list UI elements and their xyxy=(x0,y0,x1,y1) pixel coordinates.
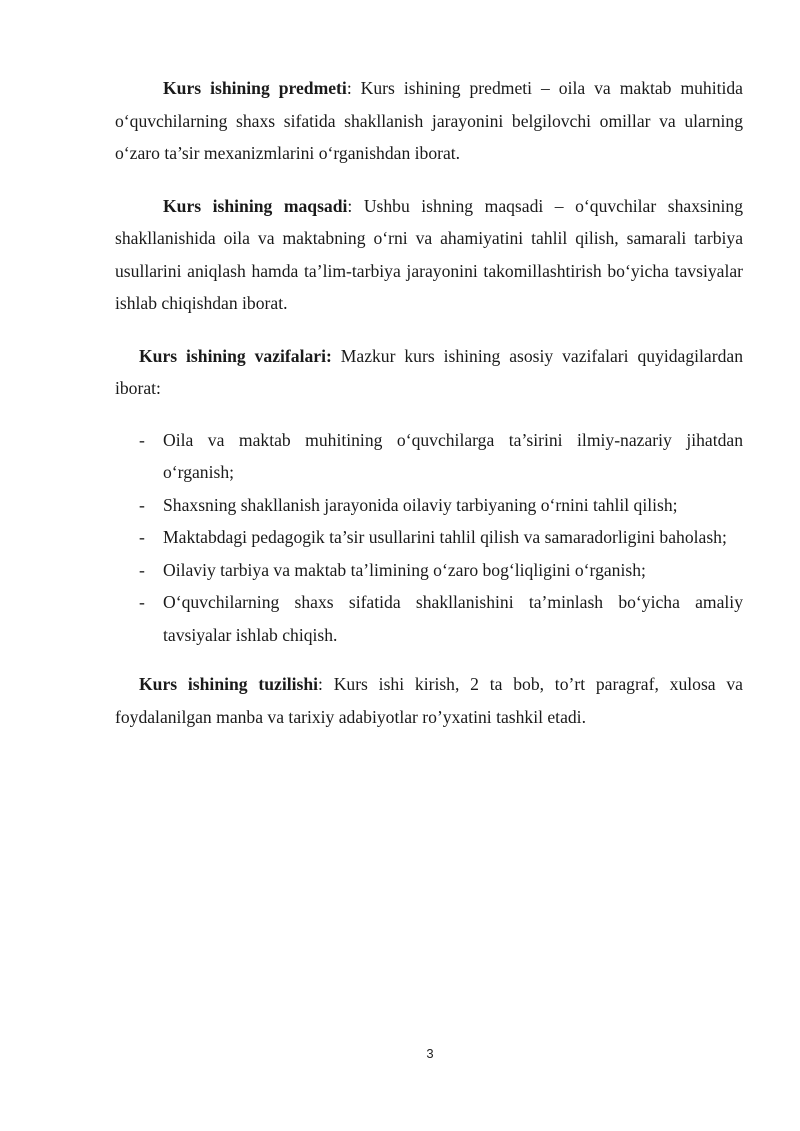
page-number: 3 xyxy=(426,1046,434,1061)
list-item xyxy=(115,489,743,522)
paragraph-tuzilishi xyxy=(115,668,743,733)
heading-predmeti: Kurs ishining predmeti xyxy=(163,78,347,98)
list-item-text: Oila va maktab muhitining o‘quvchilarga ta’sirini ilmiy-nazariy jihatdan o‘rganish; xyxy=(163,429,743,482)
text-vazifalari: Mazkur kurs ishining asosiy vazifalari quyidagilardan iborat: xyxy=(115,345,743,398)
list-item xyxy=(115,586,743,651)
list-item xyxy=(115,521,743,554)
heading-tuzilishi: Kurs ishining tuzilishi xyxy=(139,674,319,694)
text-predmeti: : Kurs ishining predmeti – oila va maktab muhitida o‘quvchilarning shaxs sifatida shakllanish jarayonini belgilovchi omillar va ularning o‘zaro ta’sir mexanizmlarini o‘rganishdan iborat. xyxy=(115,78,743,163)
text-maqsadi: : Ushbu ishning maqsadi – o‘quvchilar shaxsining shakllanishida oila va maktabning o‘rni va ahamiyatini tahlil qilish, samarali tarbiya usullarini aniqlash hamda ta’lim-tarbiya jarayonini takomillashtirish bo‘yicha tavsiyalar ishlab chiqishdan iborat. xyxy=(115,195,743,313)
list-item xyxy=(115,554,743,587)
list-item-text: O‘quvchilarning shaxs sifatida shakllanishini ta’minlash bo‘yicha amaliy tavsiyalar ishlab chiqish. xyxy=(163,592,743,645)
paragraph-vazifalari xyxy=(115,340,743,405)
text-tuzilishi: : Kurs ishi kirish, 2 ta bob, to’rt paragraf, xulosa va foydalanilgan manba va tarixiy adabiyotlar ro’yxatini tashkil etadi. xyxy=(115,674,743,727)
heading-maqsadi: Kurs ishining maqsadi xyxy=(163,195,348,216)
list-item-text: Maktabdagi pedagogik ta’sir usullarini tahlil qilish va samaradorligini baholash; xyxy=(163,527,727,547)
list-dash: - xyxy=(139,429,145,450)
list-dash: - xyxy=(139,592,145,612)
list-item xyxy=(115,424,743,489)
task-list xyxy=(115,424,743,652)
list-dash: - xyxy=(139,494,145,515)
list-item-text: Oilaviy tarbiya va maktab ta’limining o‘zaro bog‘liqligini o‘rganish; xyxy=(163,559,646,580)
list-dash: - xyxy=(139,527,145,547)
heading-vazifalari: Kurs ishining vazifalari: xyxy=(139,345,332,366)
paragraph-predmeti xyxy=(115,72,743,170)
list-item-text: Shaxsning shakllanish jarayonida oilaviy tarbiyaning o‘rnini tahlil qilish; xyxy=(163,494,678,515)
list-dash: - xyxy=(139,559,145,580)
paragraph-maqsadi xyxy=(115,190,743,320)
page-content xyxy=(115,72,743,733)
